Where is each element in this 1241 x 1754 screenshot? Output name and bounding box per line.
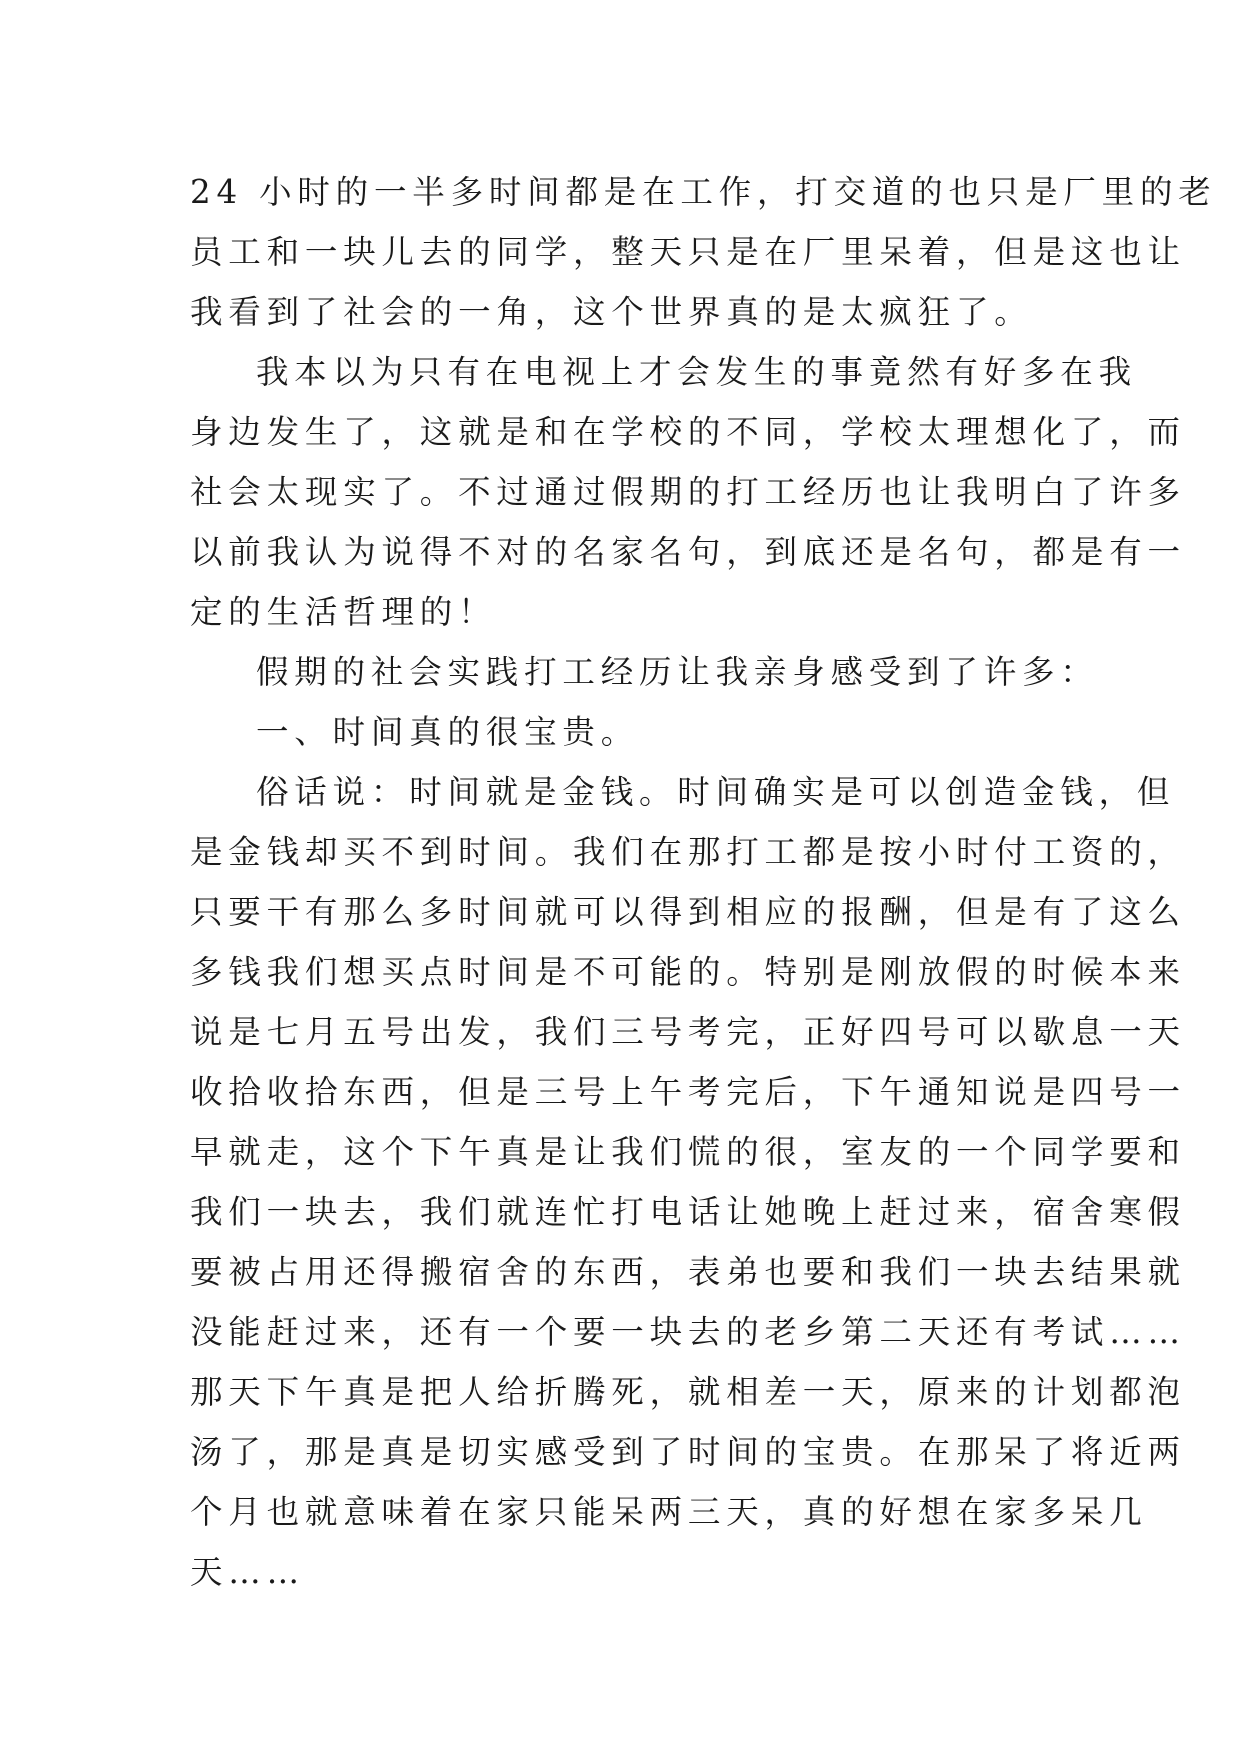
text-line: 汤了，那是真是切实感受到了时间的宝贵。在那呆了将近两 <box>190 1433 1186 1471</box>
text-line: 收拾收拾东西，但是三号上午考完后，下午通知说是四号一 <box>190 1073 1186 1111</box>
text-line: 定的生活哲理的！ <box>190 593 497 631</box>
text-line: 说是七月五号出发，我们三号考完，正好四号可以歇息一天 <box>190 1013 1186 1051</box>
text-line: 要被占用还得搬宿舍的东西，表弟也要和我们一块去结果就 <box>190 1253 1186 1291</box>
text-line: 那天下午真是把人给折腾死，就相差一天，原来的计划都泡 <box>190 1373 1186 1411</box>
text-line: 24 小时的一半多时间都是在工作，打交道的也只是厂里的老 <box>190 173 1217 211</box>
text-line: 早就走，这个下午真是让我们慌的很，室友的一个同学要和 <box>190 1133 1186 1171</box>
text-line: 社会太现实了。不过通过假期的打工经历也让我明白了许多 <box>190 473 1186 511</box>
section-heading: 一、时间真的很宝贵。 <box>256 713 640 751</box>
text-line: 天…… <box>190 1553 305 1591</box>
text-line: 员工和一块儿去的同学，整天只是在厂里呆着，但是这也让 <box>190 233 1186 271</box>
text-line: 我看到了社会的一角，这个世界真的是太疯狂了。 <box>190 293 1033 331</box>
document-body <box>190 162 1217 1602</box>
text-line: 我本以为只有在电视上才会发生的事竟然有好多在我 <box>256 353 1137 391</box>
text-line: 只要干有那么多时间就可以得到相应的报酬，但是有了这么 <box>190 893 1186 931</box>
text-line: 俗话说：时间就是金钱。时间确实是可以创造金钱，但 <box>256 773 1176 811</box>
text-line: 身边发生了，这就是和在学校的不同，学校太理想化了，而 <box>190 413 1186 451</box>
text-line: 我们一块去，我们就连忙打电话让她晚上赶过来，宿舍寒假 <box>190 1193 1186 1231</box>
text-line: 是金钱却买不到时间。我们在那打工都是按小时付工资的， <box>190 833 1186 871</box>
text-line: 假期的社会实践打工经历让我亲身感受到了许多： <box>256 653 1099 691</box>
text-line: 没能赶过来，还有一个要一块去的老乡第二天还有考试…… <box>190 1313 1186 1351</box>
text-line: 以前我认为说得不对的名家名句，到底还是名句，都是有一 <box>190 533 1186 571</box>
text-line: 个月也就意味着在家只能呆两三天，真的好想在家多呆几 <box>190 1493 1148 1531</box>
text-line: 多钱我们想买点时间是不可能的。特别是刚放假的时候本来 <box>190 953 1186 991</box>
